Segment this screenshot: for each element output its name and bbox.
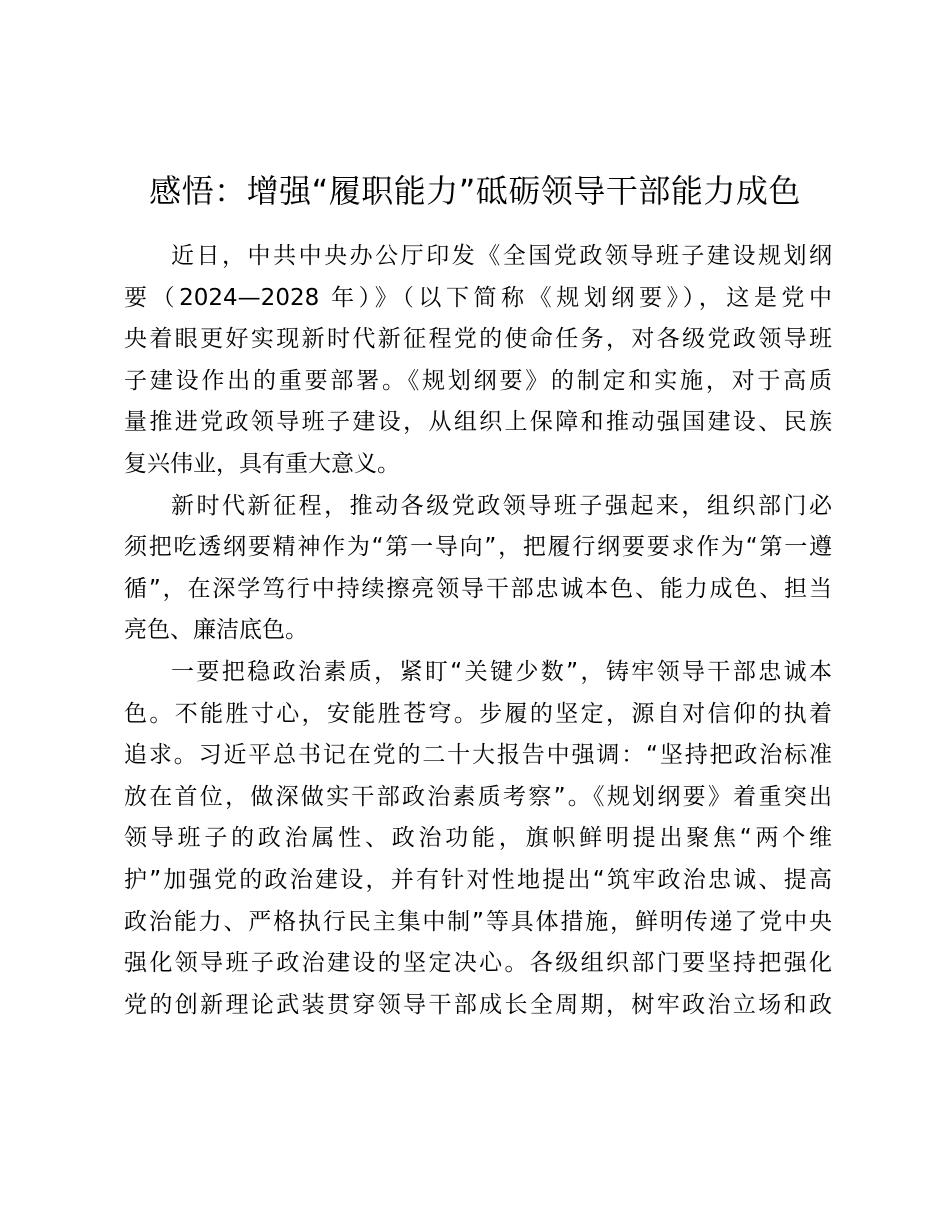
paragraph-3-line-5: 领导班子的政治属性、政治功能，旗帜鲜明提出聚焦“两个维 — [124, 825, 832, 852]
paragraph-3-line-2: 色。不能胜寸心，安能胜苍穹。步履的坚定，源自对信仰的执着 — [124, 700, 832, 727]
paragraph-1-line-6: 复兴伟业，具有重大意义。 — [124, 450, 400, 477]
document-body — [124, 236, 832, 1026]
paragraph-3-line-4: 放在首位，做深做实干部政治素质考察”。《规划纲要》着重突出 — [124, 783, 832, 810]
paragraph-1-line-1: 近日，中共中央办公厅印发《全国党政领导班子建设规划纲 — [171, 243, 832, 269]
paragraph-2-line-2: 须把吃透纲要精神作为“第一导向”，把履行纲要要求作为“第一遵 — [124, 534, 832, 561]
paragraph-1-line-2: 要（2024—2028 年）》（以下简称《规划纲要》），这是党中 — [124, 284, 832, 311]
paragraph-2-line-1: 新时代新征程，推动各级党政领导班子强起来，组织部门必 — [171, 492, 832, 519]
paragraph-3-line-3: 追求。习近平总书记在党的二十大报告中强调：“坚持把政治标准 — [124, 742, 832, 769]
paragraph-2-line-4: 亮色、廉洁底色。 — [124, 617, 308, 644]
paragraph-3-line-1: 一要把稳政治素质，紧盯“关键少数”，铸牢领导干部忠诚本 — [171, 658, 832, 685]
paragraph-1-line-3: 央着眼更好实现新时代新征程党的使命任务，对各级党政领导班 — [124, 326, 832, 353]
paragraph-2-line-3: 循”，在深学笃行中持续擦亮领导干部忠诚本色、能力成色、担当 — [124, 575, 832, 602]
paragraph-3-line-7: 政治能力、严格执行民主集中制”等具体措施，鲜明传递了党中央 — [124, 908, 832, 935]
paragraph-1-line-4: 子建设作出的重要部署。《规划纲要》的制定和实施，对于高质 — [124, 367, 832, 394]
paragraph-1-line-5: 量推进党政领导班子建设，从组织上保障和推动强国建设、民族 — [124, 409, 832, 436]
document-title: 感悟：增强“履职能力”砥砺领导干部能力成色 — [149, 172, 801, 210]
paragraph-3-line-9: 党的创新理论武装贯穿领导干部成长全周期，树牢政治立场和政 — [124, 991, 832, 1018]
paragraph-3-line-8: 强化领导班子政治建设的坚定决心。各级组织部门要坚持把强化 — [124, 950, 832, 977]
paragraph-3-line-6: 护”加强党的政治建设，并有针对性地提出“筑牢政治忠诚、提高 — [124, 866, 832, 893]
